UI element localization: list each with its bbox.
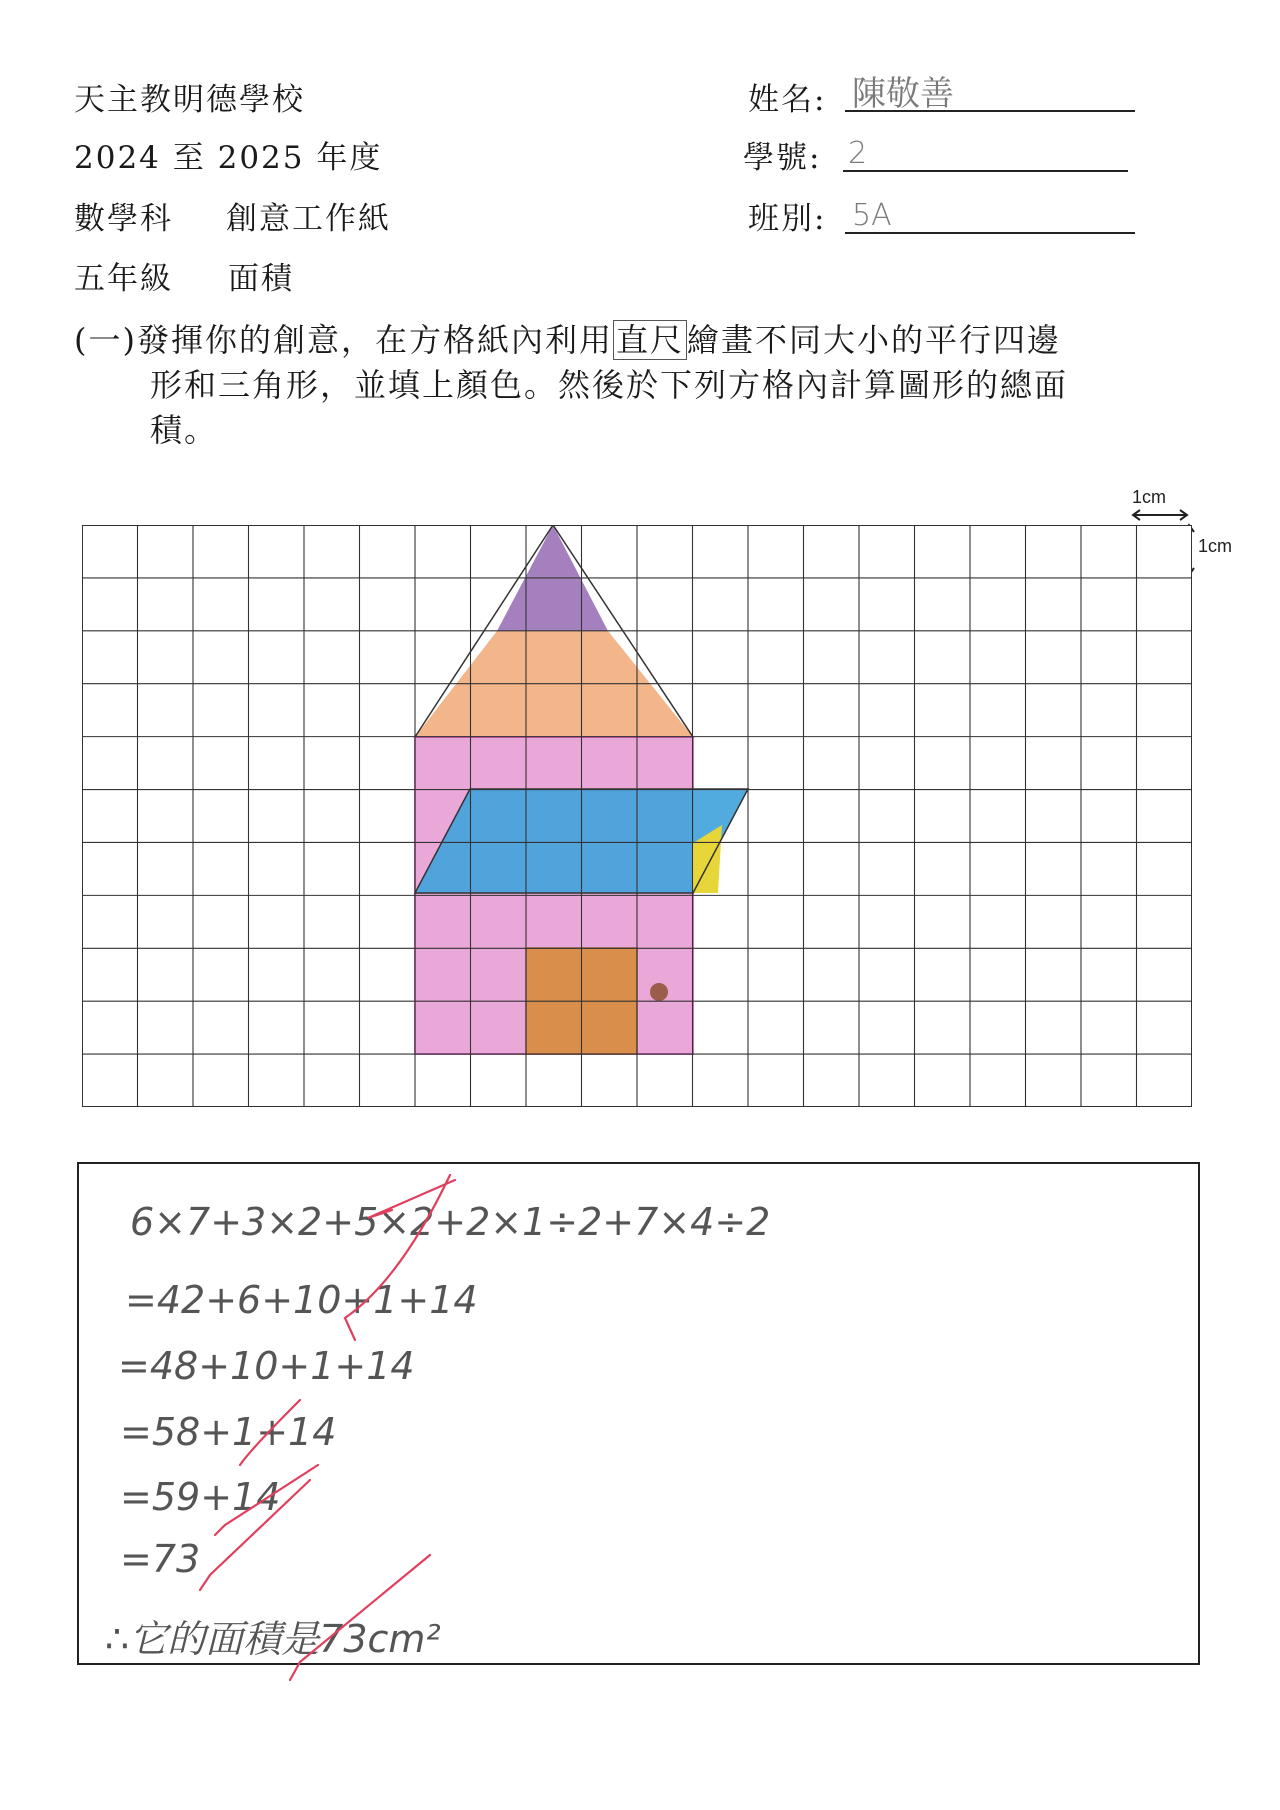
topic-label: 面積 — [228, 261, 294, 297]
unit-label-horizontal: 1cm — [1132, 487, 1167, 507]
name-label: 姓名: — [748, 82, 827, 118]
question-text-b: 繪畫不同大小的平行四邊 — [687, 321, 1062, 359]
unit-label-vertical: 1cm — [1198, 536, 1233, 556]
class-label: 班別: — [748, 201, 827, 237]
check-mark-1 — [368, 1180, 455, 1218]
check-mark-6 — [290, 1555, 430, 1680]
question-line-3: 積。 — [150, 411, 219, 449]
work-line-5: =59+14 — [120, 1475, 281, 1519]
work-line-3: =48+10+1+14 — [118, 1344, 415, 1388]
work-line-4: =58+1+14 — [120, 1410, 337, 1454]
work-conclusion: ∴它的面積是73cm² — [105, 1617, 441, 1661]
question-text-a: (一)發揮你的創意，在方格紙內利用 — [74, 321, 613, 359]
subject-label: 數學科 — [74, 201, 173, 237]
school-name: 天主教明德學校 — [74, 82, 305, 118]
question-boxed-word: 直尺 — [613, 320, 687, 360]
question-line-2: 形和三角形，並填上顏色。然後於下列方格內計算圖形的總面 — [150, 366, 1069, 404]
work-line-2: =42+6+10+1+14 — [125, 1278, 478, 1322]
class-value[interactable]: 5A — [852, 198, 892, 233]
worksheet-title: 創意工作紙 — [226, 201, 391, 237]
grade-label: 五年級 — [74, 261, 173, 297]
number-label: 學號: — [743, 140, 822, 176]
work-line-6: =73 — [120, 1537, 201, 1581]
check-mark-4 — [215, 1465, 318, 1535]
work-line-1: 6×7+3×2+5×2+2×1÷2+7×4÷2 — [130, 1200, 771, 1244]
number-value[interactable]: 2 — [848, 136, 868, 171]
check-mark-3 — [240, 1400, 300, 1465]
school-year: 2024 至 2025 年度 — [74, 140, 383, 176]
check-mark-2 — [345, 1175, 450, 1340]
name-value[interactable]: 陳敬善 — [852, 74, 954, 114]
